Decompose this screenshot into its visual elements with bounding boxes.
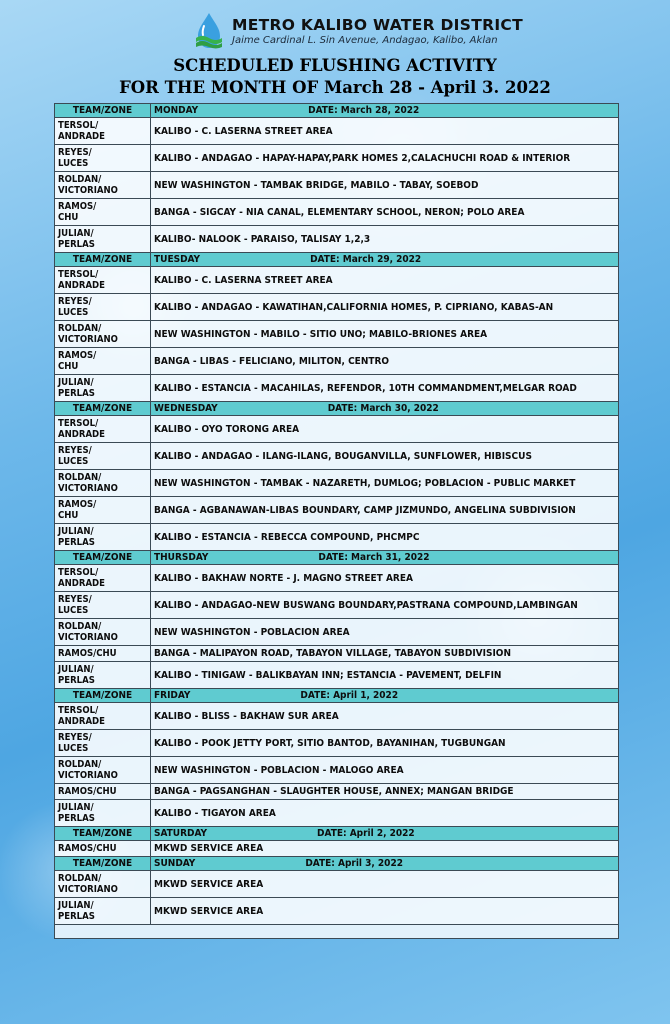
org-name: METRO KALIBO WATER DISTRICT xyxy=(232,16,523,34)
team-zone-header: TEAM/ZONE xyxy=(55,402,151,416)
team-name-line2: ANDRADE xyxy=(58,716,105,727)
day-date: DATE: April 3, 2022 xyxy=(305,858,403,869)
team-name-line2: ANDRADE xyxy=(58,429,105,440)
team-name-line2: LUCES xyxy=(58,743,89,754)
day-header-row xyxy=(55,551,619,565)
team-name-line1: RAMOS/CHU xyxy=(58,786,117,797)
day-date: DATE: April 1, 2022 xyxy=(300,690,399,701)
area-cell: KALIBO - ANDAGAO-NEW BUSWANG BOUNDARY,PASTRANA COMPOUND,LAMBINGAN xyxy=(151,592,619,619)
team-name-line2: VICTORIANO xyxy=(58,770,118,781)
team-cell xyxy=(55,497,151,524)
team-name-line1: REYES/ xyxy=(58,732,92,743)
day-name: SUNDAY xyxy=(154,858,196,869)
area-cell: BANGA - SIGCAY - NIA CANAL, ELEMENTARY SCHOOL, NERON; POLO AREA xyxy=(151,199,619,226)
team-name-line1: RAMOS/ xyxy=(58,350,97,361)
table-row xyxy=(55,565,619,592)
area-cell: NEW WASHINGTON - MABILO - SITIO UNO; MABILO-BRIONES AREA xyxy=(151,321,619,348)
team-name-line2: VICTORIANO xyxy=(58,334,118,345)
team-name-line2: LUCES xyxy=(58,605,89,616)
table-row xyxy=(55,443,619,470)
team-name-line2: LUCES xyxy=(58,456,89,467)
table-row xyxy=(55,348,619,375)
team-cell xyxy=(55,646,151,662)
team-name-line1: ROLDAN/ xyxy=(58,621,102,632)
table-row xyxy=(55,294,619,321)
table-row xyxy=(55,172,619,199)
area-cell: NEW WASHINGTON - POBLACION AREA xyxy=(151,619,619,646)
area-cell: NEW WASHINGTON - TAMBAK - NAZARETH, DUMLOG; POBLACION - PUBLIC MARKET xyxy=(151,470,619,497)
page-subtitle: FOR THE MONTH OF March 28 - April 3. 2022 xyxy=(119,78,551,97)
day-name: FRIDAY xyxy=(154,690,191,701)
team-zone-header: TEAM/ZONE xyxy=(55,104,151,118)
team-name-line1: RAMOS/ xyxy=(58,499,97,510)
area-cell: KALIBO - BLISS - BAKHAW SUR AREA xyxy=(151,703,619,730)
area-cell: BANGA - MALIPAYON ROAD, TABAYON VILLAGE, TABAYON SUBDIVISION xyxy=(151,646,619,662)
team-cell xyxy=(55,118,151,145)
team-name-line1: ROLDAN/ xyxy=(58,759,102,770)
team-name-line2: VICTORIANO xyxy=(58,185,118,196)
team-name-line1: JULIAN/ xyxy=(58,228,94,239)
org-address: Jaime Cardinal L. Sin Avenue, Andagao, Kalibo, Aklan xyxy=(232,35,498,46)
team-name-line2: PERLAS xyxy=(58,537,95,548)
team-name-line2: PERLAS xyxy=(58,388,95,399)
table-row xyxy=(55,662,619,689)
table-row xyxy=(55,619,619,646)
area-cell: KALIBO- NALOOK - PARAISO, TALISAY 1,2,3 xyxy=(151,226,619,253)
team-name-line1: JULIAN/ xyxy=(58,526,94,537)
team-cell xyxy=(55,592,151,619)
team-cell xyxy=(55,662,151,689)
table-row xyxy=(55,321,619,348)
table-row xyxy=(55,646,619,662)
table-row xyxy=(55,145,619,172)
team-name-line2: LUCES xyxy=(58,307,89,318)
day-date-header xyxy=(151,253,619,267)
team-zone-header: TEAM/ZONE xyxy=(55,253,151,267)
day-date: DATE: March 31, 2022 xyxy=(318,552,430,563)
day-date-header xyxy=(151,104,619,118)
day-date-header xyxy=(151,857,619,871)
area-cell: BANGA - PAGSANGHAN - SLAUGHTER HOUSE, ANNEX; MANGAN BRIDGE xyxy=(151,784,619,800)
team-name-line1: RAMOS/ xyxy=(58,201,97,212)
team-name-line1: RAMOS/CHU xyxy=(58,843,117,854)
team-name-line2: VICTORIANO xyxy=(58,483,118,494)
team-name-line1: TERSOL/ xyxy=(58,705,99,716)
area-cell: KALIBO - C. LASERNA STREET AREA xyxy=(151,267,619,294)
team-cell xyxy=(55,841,151,857)
team-cell xyxy=(55,470,151,497)
team-cell xyxy=(55,294,151,321)
team-cell xyxy=(55,267,151,294)
team-name-line2: ANDRADE xyxy=(58,578,105,589)
area-cell: KALIBO - ESTANCIA - MACAHILAS, REFENDOR, 10TH COMMANDMENT,MELGAR ROAD xyxy=(151,375,619,402)
day-name: WEDNESDAY xyxy=(154,403,218,414)
day-name: SATURDAY xyxy=(154,828,208,839)
area-cell: KALIBO - TIGAYON AREA xyxy=(151,800,619,827)
table-row xyxy=(55,841,619,857)
page-title: SCHEDULED FLUSHING ACTIVITY xyxy=(173,56,497,75)
team-cell xyxy=(55,784,151,800)
schedule-table xyxy=(54,103,619,939)
team-name-line2: CHU xyxy=(58,510,79,521)
team-name-line1: REYES/ xyxy=(58,296,92,307)
team-name-line1: JULIAN/ xyxy=(58,900,94,911)
team-name-line1: REYES/ xyxy=(58,147,92,158)
table-row xyxy=(55,592,619,619)
day-date: DATE: March 28, 2022 xyxy=(308,105,420,116)
team-cell xyxy=(55,703,151,730)
day-header-row xyxy=(55,689,619,703)
area-cell: KALIBO - ANDAGAO - HAPAY-HAPAY,PARK HOMES 2,CALACHUCHI ROAD & INTERIOR xyxy=(151,145,619,172)
area-cell: KALIBO - ANDAGAO - ILANG-ILANG, BOUGANVILLA, SUNFLOWER, HIBISCUS xyxy=(151,443,619,470)
team-zone-header: TEAM/ZONE xyxy=(55,827,151,841)
team-cell xyxy=(55,199,151,226)
day-date: DATE: April 2, 2022 xyxy=(317,828,415,839)
table-row xyxy=(55,730,619,757)
blank-row xyxy=(55,925,619,939)
table-row xyxy=(55,757,619,784)
team-cell xyxy=(55,348,151,375)
team-zone-header: TEAM/ZONE xyxy=(55,689,151,703)
team-name-line2: CHU xyxy=(58,361,79,372)
team-name-line1: ROLDAN/ xyxy=(58,873,102,884)
area-cell: KALIBO - POOK JETTY PORT, SITIO BANTOD, BAYANIHAN, TUGBUNGAN xyxy=(151,730,619,757)
area-cell: NEW WASHINGTON - POBLACION - MALOGO AREA xyxy=(151,757,619,784)
area-cell: KALIBO - C. LASERNA STREET AREA xyxy=(151,118,619,145)
team-name-line1: REYES/ xyxy=(58,445,92,456)
table-row xyxy=(55,416,619,443)
team-name-line1: JULIAN/ xyxy=(58,664,94,675)
day-date: DATE: March 30, 2022 xyxy=(327,403,439,414)
team-name-line1: ROLDAN/ xyxy=(58,174,102,185)
table-row xyxy=(55,375,619,402)
day-date-header xyxy=(151,827,619,841)
team-name-line2: PERLAS xyxy=(58,675,95,686)
area-cell: MKWD SERVICE AREA xyxy=(151,841,619,857)
team-cell xyxy=(55,800,151,827)
water-drop-logo-icon xyxy=(192,12,226,50)
team-name-line1: JULIAN/ xyxy=(58,377,94,388)
table-row xyxy=(55,800,619,827)
team-cell xyxy=(55,416,151,443)
team-name-line1: REYES/ xyxy=(58,594,92,605)
day-header-row xyxy=(55,827,619,841)
area-cell: MKWD SERVICE AREA xyxy=(151,871,619,898)
area-cell: KALIBO - OYO TORONG AREA xyxy=(151,416,619,443)
team-cell xyxy=(55,619,151,646)
team-cell xyxy=(55,321,151,348)
table-row xyxy=(55,470,619,497)
team-cell xyxy=(55,443,151,470)
team-name-line1: TERSOL/ xyxy=(58,567,99,578)
team-name-line1: ROLDAN/ xyxy=(58,323,102,334)
area-cell: BANGA - LIBAS - FELICIANO, MILITON, CENTRO xyxy=(151,348,619,375)
team-name-line2: VICTORIANO xyxy=(58,884,118,895)
table-row xyxy=(55,226,619,253)
team-name-line1: TERSOL/ xyxy=(58,120,99,131)
area-cell: MKWD SERVICE AREA xyxy=(151,898,619,925)
area-cell: KALIBO - BAKHAW NORTE - J. MAGNO STREET AREA xyxy=(151,565,619,592)
team-cell xyxy=(55,145,151,172)
team-name-line1: RAMOS/CHU xyxy=(58,648,117,659)
day-name: THURSDAY xyxy=(154,552,209,563)
table-row xyxy=(55,199,619,226)
day-header-row xyxy=(55,402,619,416)
table-row xyxy=(55,898,619,925)
team-name-line2: CHU xyxy=(58,212,79,223)
area-cell: KALIBO - ESTANCIA - REBECCA COMPOUND, PHCMPC xyxy=(151,524,619,551)
day-name: TUESDAY xyxy=(154,254,201,265)
area-cell: KALIBO - ANDAGAO - KAWATIHAN,CALIFORNIA HOMES, P. CIPRIANO, KABAS-AN xyxy=(151,294,619,321)
team-name-line2: VICTORIANO xyxy=(58,632,118,643)
header xyxy=(0,10,670,50)
day-date: DATE: March 29, 2022 xyxy=(310,254,422,265)
team-name-line2: ANDRADE xyxy=(58,131,105,142)
table-row xyxy=(55,871,619,898)
team-name-line1: JULIAN/ xyxy=(58,802,94,813)
day-date-header xyxy=(151,551,619,565)
day-date-header xyxy=(151,402,619,416)
team-cell xyxy=(55,375,151,402)
team-cell xyxy=(55,172,151,199)
team-cell xyxy=(55,226,151,253)
day-header-row xyxy=(55,253,619,267)
team-cell xyxy=(55,757,151,784)
team-cell xyxy=(55,565,151,592)
day-header-row xyxy=(55,857,619,871)
team-name-line1: ROLDAN/ xyxy=(58,472,102,483)
team-name-line2: LUCES xyxy=(58,158,89,169)
table-row xyxy=(55,784,619,800)
table-row xyxy=(55,118,619,145)
team-name-line2: ANDRADE xyxy=(58,280,105,291)
table-row xyxy=(55,497,619,524)
area-cell: KALIBO - TINIGAW - BALIKBAYAN INN; ESTANCIA - PAVEMENT, DELFIN xyxy=(151,662,619,689)
team-name-line1: TERSOL/ xyxy=(58,418,99,429)
team-name-line1: TERSOL/ xyxy=(58,269,99,280)
area-cell: NEW WASHINGTON - TAMBAK BRIDGE, MABILO - TABAY, SOEBOD xyxy=(151,172,619,199)
team-name-line2: PERLAS xyxy=(58,911,95,922)
area-cell: BANGA - AGBANAWAN-LIBAS BOUNDARY, CAMP JIZMUNDO, ANGELINA SUBDIVISION xyxy=(151,497,619,524)
team-name-line2: PERLAS xyxy=(58,813,95,824)
blank-cell xyxy=(55,925,619,939)
team-zone-header: TEAM/ZONE xyxy=(55,551,151,565)
team-cell xyxy=(55,898,151,925)
team-zone-header: TEAM/ZONE xyxy=(55,857,151,871)
table-row xyxy=(55,703,619,730)
team-name-line2: PERLAS xyxy=(58,239,95,250)
table-row xyxy=(55,267,619,294)
day-header-row xyxy=(55,104,619,118)
team-cell xyxy=(55,871,151,898)
team-cell xyxy=(55,524,151,551)
day-date-header xyxy=(151,689,619,703)
table-row xyxy=(55,524,619,551)
team-cell xyxy=(55,730,151,757)
day-name: MONDAY xyxy=(154,105,199,116)
